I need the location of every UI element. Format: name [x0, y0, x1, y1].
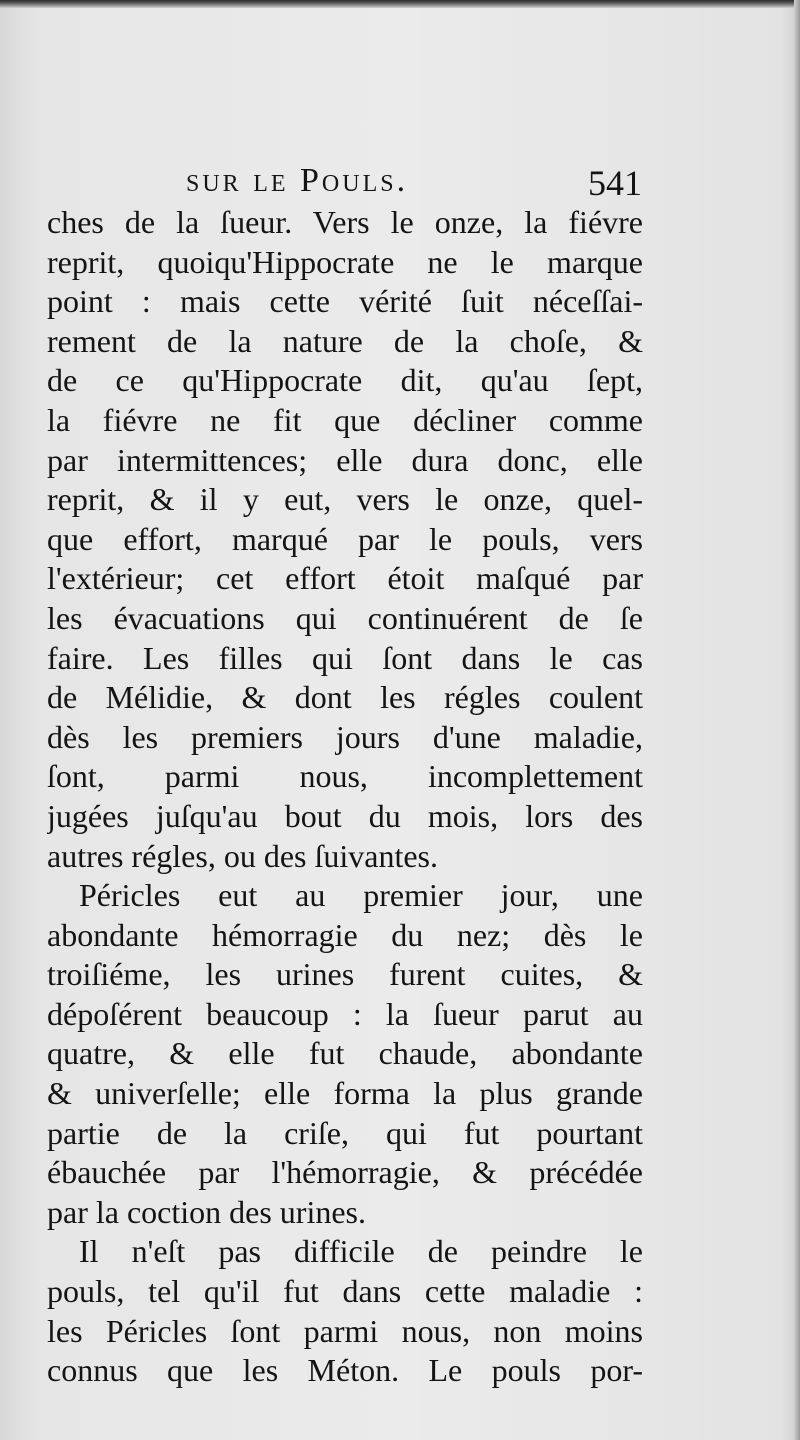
text-line: dès les premiers jours d'une maladie, [47, 718, 643, 755]
text-line: Péricles eut au premier jour, une [79, 877, 643, 914]
page-right-edge [794, 0, 800, 1440]
text-line: reprit, & il y eut, vers le onze, quel- [47, 481, 643, 518]
text-line: ébauchée par l'hémorragie, & précédée [47, 1154, 643, 1191]
page-top-edge [0, 0, 800, 8]
text-line: dépoſérent beaucoup : la ſueur parut au [47, 995, 643, 1032]
text-line: ches de la ſueur. Vers le onze, la fiévre [47, 204, 643, 240]
text-line: l'extérieur; cet effort étoit maſqué par [47, 560, 643, 597]
text-line: rement de la nature de la choſe, & [47, 322, 643, 359]
text-line: ſont, parmi nous, incomplettement [47, 758, 643, 795]
text-line: la fiévre ne fit que décliner comme [47, 401, 643, 438]
page-number: 541 [588, 163, 642, 203]
text-line: par la coction des urines. [47, 1193, 366, 1230]
text-line: que effort, marqué par le pouls, vers [47, 520, 643, 557]
text-line: les évacuations qui continuérent de ſe [47, 599, 643, 636]
body-text [47, 203, 643, 1391]
text-line: jugées juſqu'au bout du mois, lors des [47, 797, 643, 834]
text-line: de Mélidie, & dont les régles coulent [47, 679, 643, 716]
running-head: sur le Pouls. [186, 162, 409, 199]
text-line: & univerſelle; elle forma la plus grande [47, 1075, 643, 1112]
text-line: reprit, quoiqu'Hippocrate ne le marque [47, 243, 643, 280]
text-line: troiſiéme, les urines furent cuites, & [47, 956, 643, 993]
text-line: pouls, tel qu'il fut dans cette maladie : [47, 1273, 643, 1310]
text-line: par intermittences; elle dura donc, elle [47, 441, 643, 478]
text-line: autres régles, ou des ſuivantes. [47, 837, 438, 874]
text-line: quatre, & elle fut chaude, abondante [47, 1035, 643, 1072]
text-line: de ce qu'Hippocrate dit, qu'au ſept, [47, 362, 643, 399]
text-line: Il n'eſt pas difficile de peindre le [79, 1233, 643, 1270]
text-line: les Péricles ſont parmi nous, non moins [47, 1312, 643, 1349]
text-line: connus que les Méton. Le pouls por- [47, 1352, 643, 1389]
text-line: point : mais cette vérité ſuit néceſſai- [47, 283, 643, 320]
text-line: faire. Les filles qui ſont dans le cas [47, 639, 643, 676]
page-header [186, 162, 646, 202]
text-line: abondante hémorragie du nez; dès le [47, 916, 643, 953]
text-line: partie de la criſe, qui fut pourtant [47, 1114, 643, 1151]
